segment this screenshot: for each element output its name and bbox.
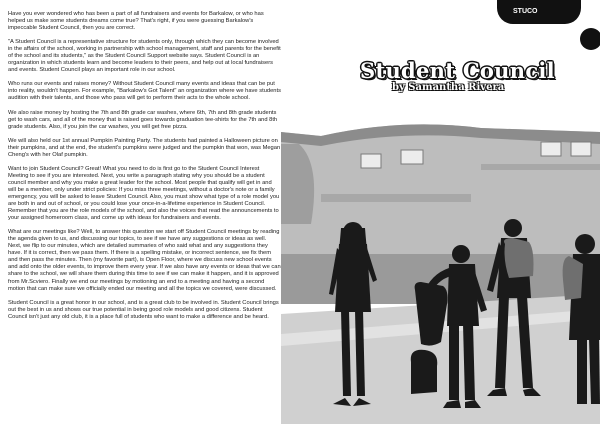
school-photo [281,104,600,424]
paragraph-pumpkin: We will also held our 1st annual Pumpkin Painting Party. The students had painted a Halloween picture on their pumpkins, and at the end, the student's pumpkins were judged and the pumpkin that won, was Megan Cheng's with her Olaf pumpkin. [8,137,281,158]
section-tab [497,0,581,24]
paragraph-intro: Have you ever wondered who has been a part of all fundraisers and events for Barkalow, or who has helped us make some students dreams come true? That's right, if you were guessing Barkalow's impeccable Student Council, then you are correct. [8,11,264,32]
paragraph-meetings: What are our meetings like? Well, to answer this question we start off Student Council meetings by reading the agenda given to us, and discussing our topics, to see if we have any suggestions or ideas as well. Next, we flip to our minutes, which are detailed summaries of who said what and any suggestions they have. If it is correct, then we pass them. If there is a spelling mistake, or incorrect sentence, we fix them and then pass the minutes. Then (my favorite part), is Open Floor, where we discuss new school events and add onto the older events, to improve them every year. If we also have any events or ideas that we can share to the school, we will share them during this time to see if we can make it happen, and it is approved from Mr.Scviero. Finally we end our meetings by motioning an end to a meeting and having a second motion that can make sure we officially ended our meeting and all the topics we covered, were discussed. [8,229,281,292]
paragraph-car-wash: We also raise money by hosting the 7th and 8th grade car washes, where 6th, 7th and 8th grade students get to wash cars, and all of the money that is raised goes towards graduation tee-shirts for the 7th and 8th grade students. Also, if you join the car washes, you will get free pizza. [8,109,278,130]
author-byline: by Samantha Rivera [392,82,505,93]
section-tab-label: STUCO [513,8,538,15]
grey-backpack-right [563,256,583,300]
paragraph-conclusion: Student Council is a great honor in our school, and is a great club to be involved in. Student Council brings out the best in us and shows our true potential in being good role models and good citizens. Student Council isn't just any old club, it is a place full of students who want to make a difference and be heard. [8,299,279,320]
decorative-dot [580,28,600,50]
paragraph-definition: "A Student Council is a representative structure for students only, through which they can become involved in the affairs of the school, working in partnership with school management, staff and parents for the benefit of the school and its students," as the Student Council Support website says. Student Council is an organization in which students learn and become leaders to their peers, and help out at local fundraisers and events. Student Council plays an important role in our school. [8,39,281,74]
article-body [8,11,281,328]
paragraph-join: Want to join Student Council? Great! What you need to do is first go to the Student Council Interest Meeting to see if you are interested. Next, you write a paragraph stating why you should be a student council member and why you make a great leader for the school. Most people that qualify will get in and will be a member, only under strict policies: If you miss three meetings, without a doctor's note or a family emergency, you will be asked to leave Student Council. Also, you must show what type of a role model you are both in and out of school, or you could lose your once-in-a-lifetime experience in Student Council. Remember that you are the role models of the school, and also the voices that read the announcements to your assigned homeroom class, and come up with ideas for fundraisers and events. [8,165,280,222]
backpack-on-ground [411,350,437,394]
grey-backpack [504,238,534,278]
page-title: Student Council [360,58,555,83]
paragraph-events: Who runs our events and raises money? Without Student Council many events and ideas that can be put into reality, wouldn't happen. For example, "Barkalow's Got Talent" an organization where we have students audition with their talents, and those who pass will get to perform their acts to the whole school. [8,81,281,102]
